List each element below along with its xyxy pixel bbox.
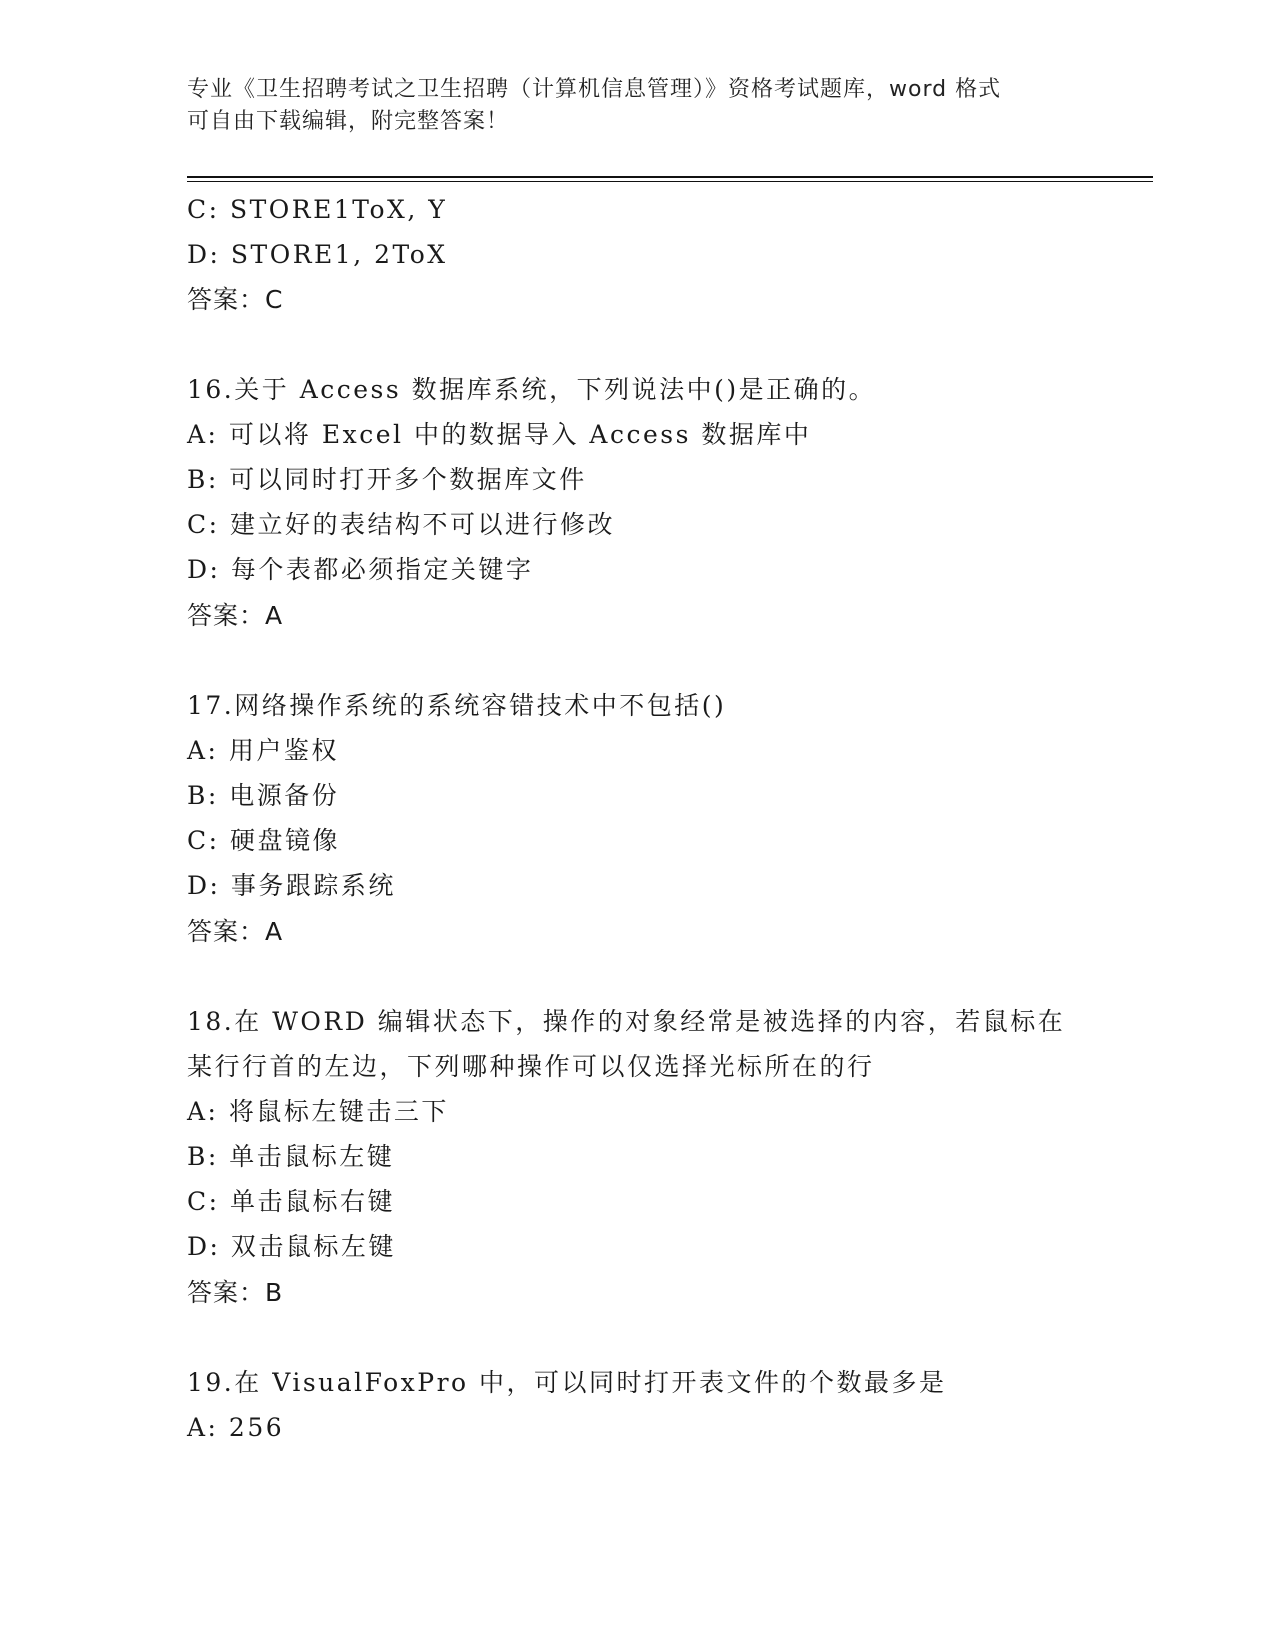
q18-option-d: D: 双击鼠标左键 xyxy=(187,1232,396,1261)
q16-question: 16.关于 Access 数据库系统，下列说法中()是正确的。 xyxy=(187,375,877,404)
q16-answer: 答案：A xyxy=(187,601,284,630)
q17-option-c: C: 硬盘镜像 xyxy=(187,826,340,855)
q15-option-d: D: STORE1, 2ToX xyxy=(187,240,448,269)
q18-question-line2: 某行行首的左边，下列哪种操作可以仅选择光标所在的行 xyxy=(187,1052,875,1081)
q18-option-a: A: 将鼠标左键击三下 xyxy=(187,1097,449,1126)
q17-option-a: A: 用户鉴权 xyxy=(187,736,339,765)
q15-option-c: C: STORE1ToX, Y xyxy=(187,195,448,224)
header-divider-thick xyxy=(187,176,1153,178)
q17-answer: 答案：A xyxy=(187,917,284,946)
header-subtitle-line: 可自由下载编辑，附完整答案！ xyxy=(187,109,510,134)
q15-answer: 答案：C xyxy=(187,285,284,314)
q18-option-b: B: 单击鼠标左键 xyxy=(187,1142,395,1171)
header-title-line: 专业《卫生招聘考试之卫生招聘（计算机信息管理）》资格考试题库，word 格式 xyxy=(187,77,1002,102)
q16-option-c: C: 建立好的表结构不可以进行修改 xyxy=(187,510,615,539)
q17-option-b: B: 电源备份 xyxy=(187,781,340,810)
q18-question-line1: 18.在 WORD 编辑状态下，操作的对象经常是被选择的内容，若鼠标在 xyxy=(187,1007,1066,1036)
q18-answer: 答案：B xyxy=(187,1278,284,1307)
q19-question: 19.在 VisualFoxPro 中，可以同时打开表文件的个数最多是 xyxy=(187,1368,947,1397)
q16-option-b: B: 可以同时打开多个数据库文件 xyxy=(187,465,587,494)
q16-option-d: D: 每个表都必须指定关键字 xyxy=(187,555,534,584)
q17-question: 17.网络操作系统的系统容错技术中不包括() xyxy=(187,691,727,720)
q18-option-c: C: 单击鼠标右键 xyxy=(187,1187,395,1216)
q19-option-a: A: 256 xyxy=(187,1413,285,1442)
header-divider-thin xyxy=(187,181,1153,182)
q17-option-d: D: 事务跟踪系统 xyxy=(187,871,396,900)
q16-option-a: A: 可以将 Excel 中的数据导入 Access 数据库中 xyxy=(187,420,812,449)
document-header xyxy=(187,74,1087,138)
